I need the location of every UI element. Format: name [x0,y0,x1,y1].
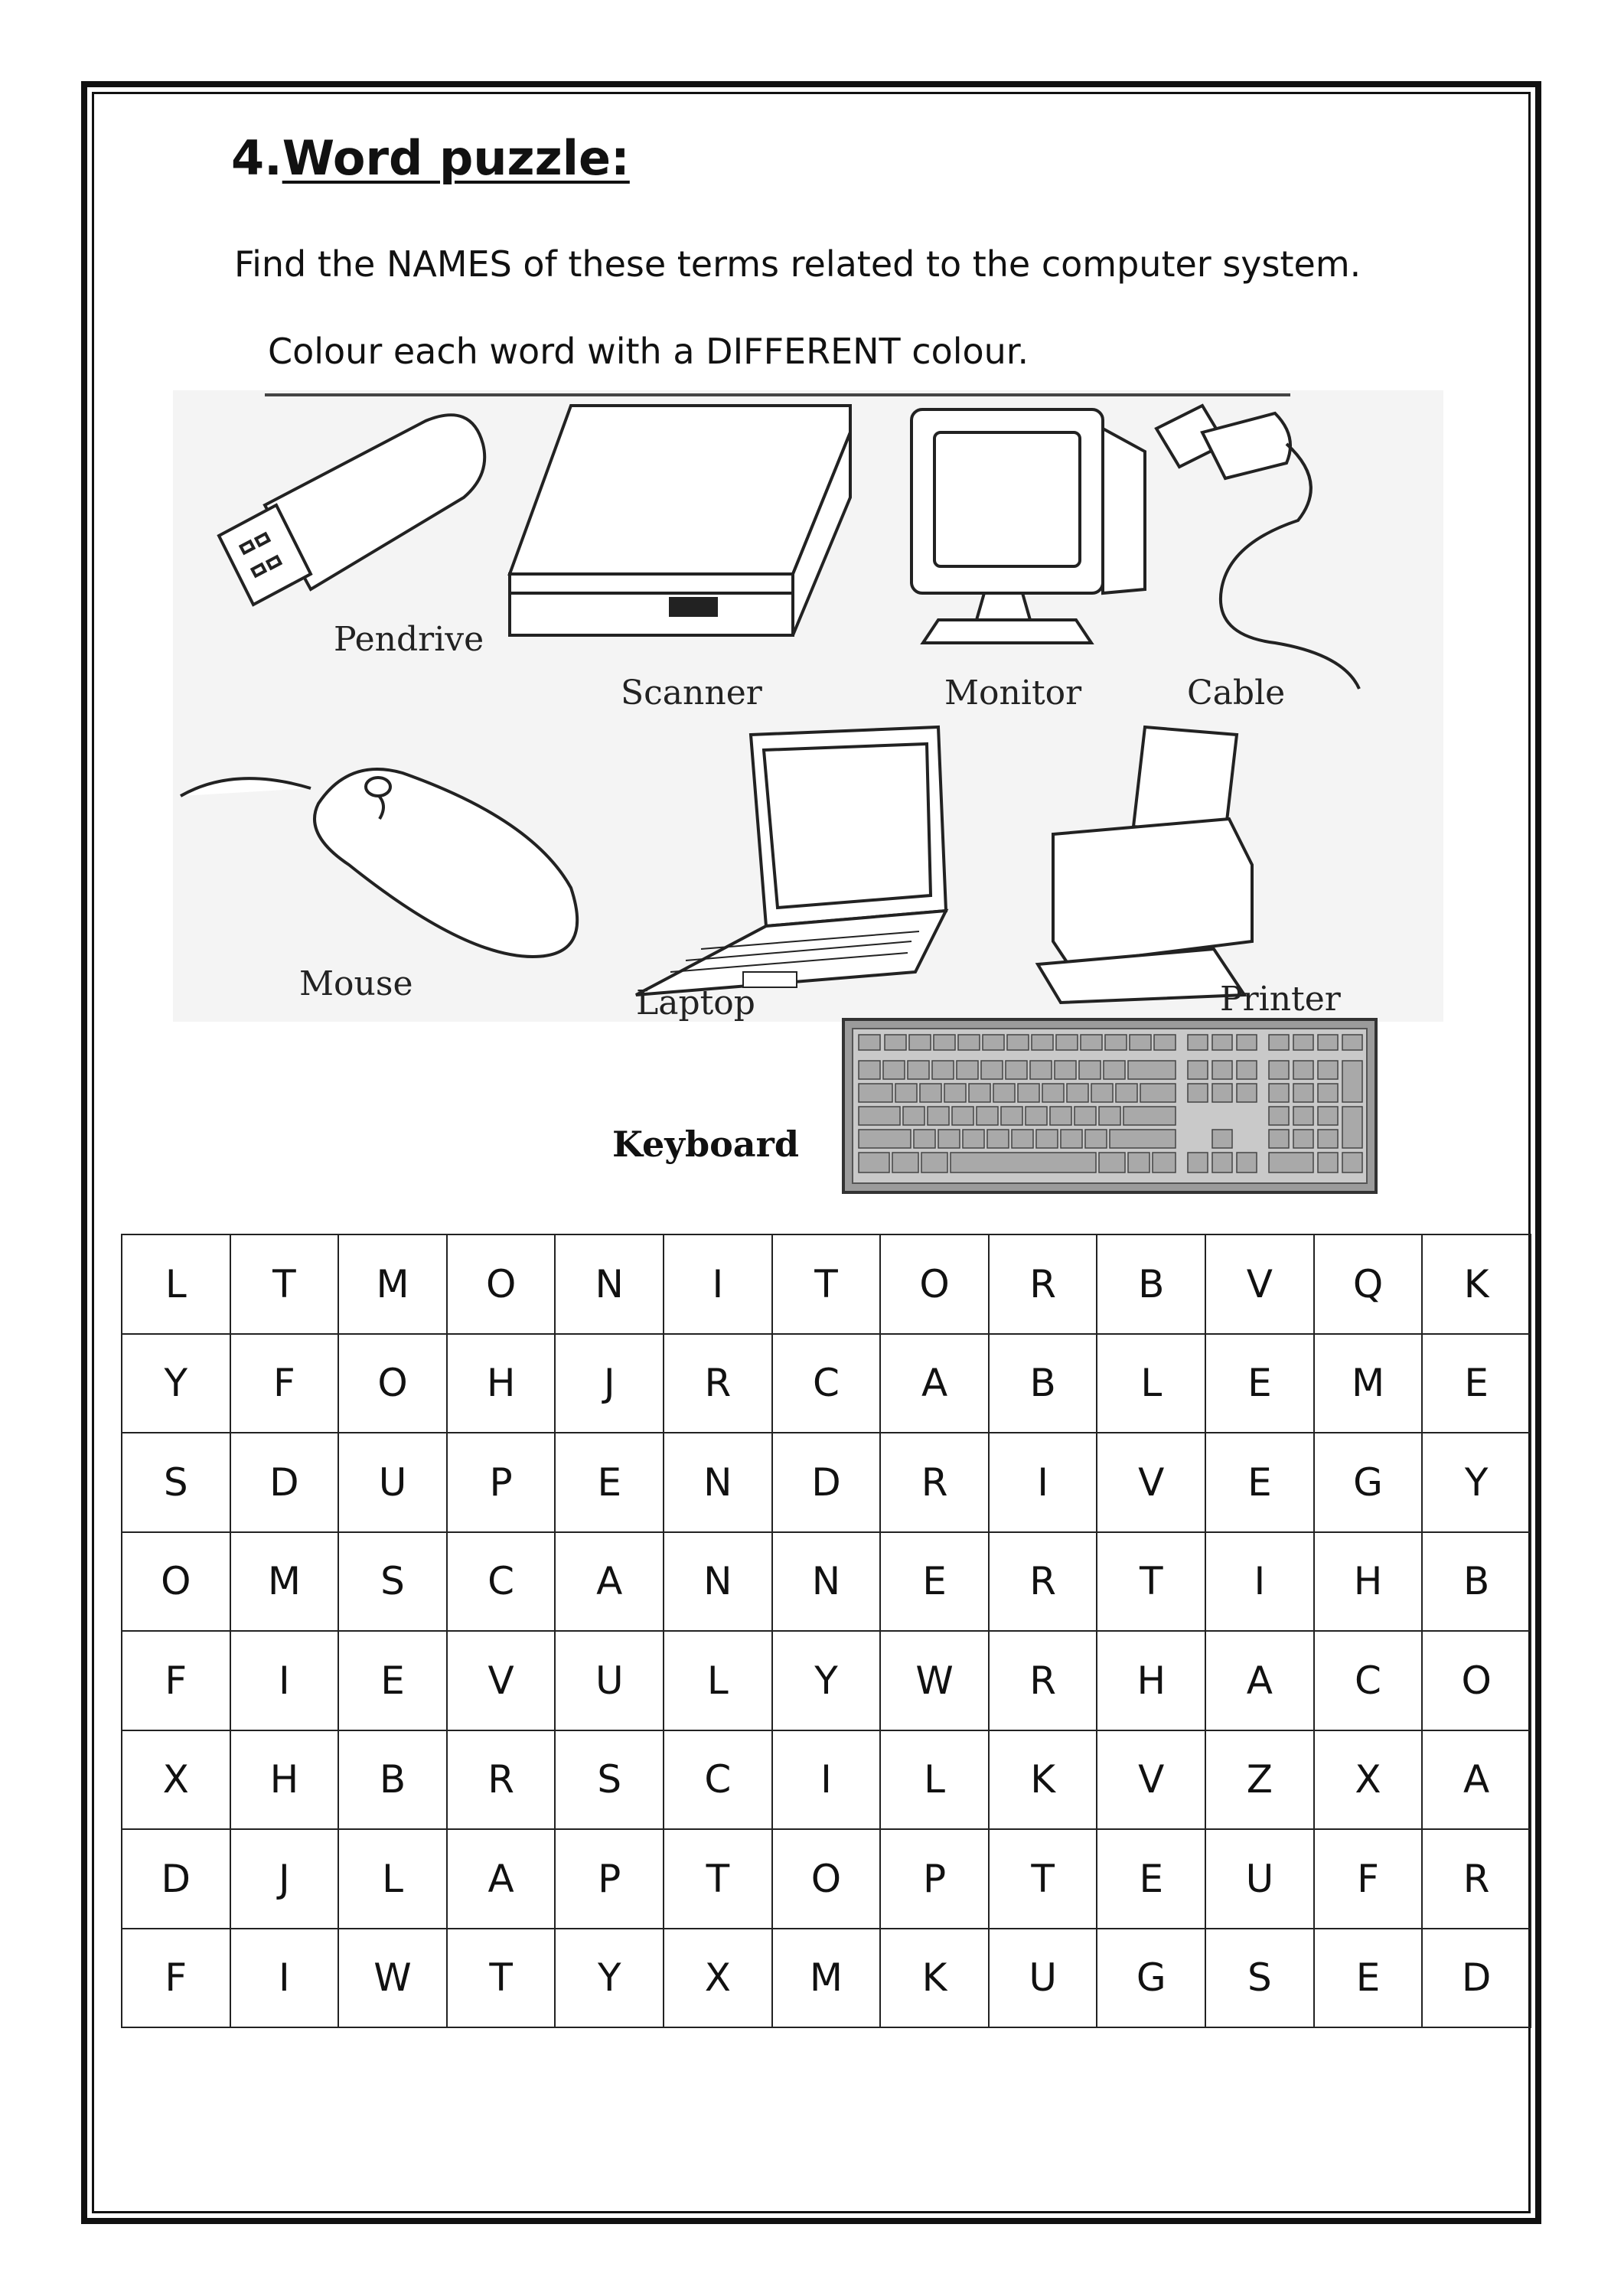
grid-cell[interactable]: E [1314,1929,1423,2028]
grid-cell[interactable]: N [772,1532,881,1632]
grid-cell[interactable]: O [772,1829,881,1929]
grid-cell[interactable]: Y [1422,1433,1531,1532]
grid-cell[interactable]: M [230,1532,339,1632]
grid-cell[interactable]: I [1205,1532,1314,1632]
grid-cell[interactable]: J [555,1334,664,1433]
grid-cell[interactable]: S [338,1532,447,1632]
grid-cell[interactable]: V [1205,1234,1314,1334]
grid-row [122,1929,1531,2028]
word-search-grid [121,1234,1531,2028]
grid-cell[interactable]: M [338,1234,447,1334]
grid-cell[interactable]: L [664,1631,772,1730]
grid-cell[interactable]: O [880,1234,989,1334]
grid-cell[interactable]: A [880,1334,989,1433]
grid-cell[interactable]: D [122,1829,230,1929]
grid-row [122,1334,1531,1433]
grid-cell[interactable]: C [447,1532,556,1632]
grid-cell[interactable]: B [989,1334,1097,1433]
grid-cell[interactable]: P [880,1829,989,1929]
grid-row [122,1234,1531,1334]
section-heading [231,130,630,186]
grid-cell[interactable]: T [989,1829,1097,1929]
grid-cell[interactable]: G [1314,1433,1423,1532]
keyboard-icon [842,1018,1378,1194]
grid-cell[interactable]: A [1205,1631,1314,1730]
grid-cell[interactable]: E [1205,1334,1314,1433]
grid-cell[interactable]: P [555,1829,664,1929]
grid-cell[interactable]: U [555,1631,664,1730]
grid-cell[interactable]: D [230,1433,339,1532]
grid-row [122,1829,1531,1929]
scanner-label: Scanner [621,673,762,713]
grid-cell[interactable]: F [230,1334,339,1433]
grid-cell[interactable]: F [1314,1829,1423,1929]
grid-cell[interactable]: H [1314,1532,1423,1632]
grid-cell[interactable]: T [772,1234,881,1334]
grid-cell[interactable]: J [230,1829,339,1929]
grid-cell[interactable]: M [772,1929,881,2028]
heading-title: Word puzzle: [282,130,630,186]
grid-cell[interactable]: N [555,1234,664,1334]
grid-cell[interactable]: A [1422,1730,1531,1830]
grid-cell[interactable]: G [1097,1929,1205,2028]
grid-cell[interactable]: O [122,1532,230,1632]
grid-cell[interactable]: E [555,1433,664,1532]
grid-cell[interactable]: R [447,1730,556,1830]
grid-cell[interactable]: U [338,1433,447,1532]
grid-row [122,1532,1531,1632]
grid-row [122,1433,1531,1532]
printer-label: Printer [1220,980,1341,1019]
grid-cell[interactable]: D [1422,1929,1531,2028]
grid-cell[interactable]: C [772,1334,881,1433]
grid-cell[interactable]: I [772,1730,881,1830]
grid-cell[interactable]: I [230,1631,339,1730]
instruction-line-1: Find the NAMES of these terms related to the computer system. [234,243,1361,285]
grid-cell[interactable]: T [1097,1532,1205,1632]
monitor-label: Monitor [944,673,1082,713]
grid-cell[interactable]: U [989,1929,1097,2028]
grid-cell[interactable]: E [880,1532,989,1632]
grid-cell[interactable]: P [447,1433,556,1532]
pendrive-label: Pendrive [334,620,484,659]
grid-cell[interactable]: A [555,1532,664,1632]
grid-cell[interactable]: S [122,1433,230,1532]
mouse-label: Mouse [299,964,413,1003]
heading-number: 4. [231,130,282,186]
grid-cell[interactable]: E [338,1631,447,1730]
grid-cell[interactable]: R [989,1532,1097,1632]
grid-cell[interactable]: D [772,1433,881,1532]
grid-cell[interactable]: N [664,1433,772,1532]
scanner-icon [510,406,850,635]
grid-cell[interactable]: S [555,1730,664,1830]
grid-cell[interactable]: W [880,1631,989,1730]
grid-cell[interactable]: R [880,1433,989,1532]
grid-cell[interactable]: K [1422,1234,1531,1334]
grid-cell[interactable]: U [1205,1829,1314,1929]
devices-illustration [173,390,1443,1022]
keyboard-label: Keyboard [612,1124,800,1165]
grid-cell[interactable]: Q [1314,1234,1423,1334]
grid-cell[interactable]: S [1205,1929,1314,2028]
grid-cell[interactable]: F [122,1631,230,1730]
grid-cell[interactable]: R [1422,1829,1531,1929]
grid-cell[interactable]: H [230,1730,339,1830]
grid-cell[interactable]: W [338,1929,447,2028]
grid-cell[interactable]: T [230,1234,339,1334]
grid-cell[interactable]: B [338,1730,447,1830]
grid-cell[interactable]: L [338,1829,447,1929]
grid-cell[interactable]: K [989,1730,1097,1830]
grid-cell[interactable]: L [1097,1334,1205,1433]
grid-cell[interactable]: H [1097,1631,1205,1730]
grid-cell[interactable]: I [664,1234,772,1334]
grid-cell[interactable]: C [1314,1631,1423,1730]
grid-cell[interactable]: E [1205,1433,1314,1532]
grid-cell[interactable]: K [880,1929,989,2028]
grid-cell[interactable]: Y [555,1929,664,2028]
grid-cell[interactable]: A [447,1829,556,1929]
grid-cell[interactable]: E [1097,1829,1205,1929]
grid-row [122,1631,1531,1730]
grid-cell[interactable]: I [230,1929,339,2028]
grid-cell[interactable]: M [1314,1334,1423,1433]
grid-cell[interactable]: T [664,1829,772,1929]
grid-cell[interactable]: C [664,1730,772,1830]
grid-cell[interactable]: O [447,1234,556,1334]
grid-cell[interactable]: E [1422,1334,1531,1433]
grid-cell[interactable]: N [664,1532,772,1632]
grid-cell[interactable]: B [1422,1532,1531,1632]
grid-cell[interactable]: X [664,1929,772,2028]
grid-cell[interactable]: V [1097,1730,1205,1830]
grid-cell[interactable]: L [880,1730,989,1830]
grid-cell[interactable]: V [1097,1433,1205,1532]
grid-cell[interactable]: I [989,1433,1097,1532]
grid-cell[interactable]: T [447,1929,556,2028]
grid-cell[interactable]: Y [122,1334,230,1433]
grid-cell[interactable]: H [447,1334,556,1433]
grid-cell[interactable]: X [1314,1730,1423,1830]
grid-cell[interactable]: L [122,1234,230,1334]
grid-cell[interactable]: R [989,1631,1097,1730]
instruction-line-2: Colour each word with a DIFFERENT colour. [268,331,1029,372]
grid-cell[interactable]: Z [1205,1730,1314,1830]
grid-cell[interactable]: Y [772,1631,881,1730]
grid-cell[interactable]: O [338,1334,447,1433]
grid-row [122,1730,1531,1830]
cable-label: Cable [1187,673,1286,713]
laptop-label: Laptop [636,983,755,1022]
grid-cell[interactable]: O [1422,1631,1531,1730]
grid-cell[interactable]: V [447,1631,556,1730]
grid-cell[interactable]: R [989,1234,1097,1334]
grid-cell[interactable]: B [1097,1234,1205,1334]
grid-cell[interactable]: X [122,1730,230,1830]
grid-cell[interactable]: F [122,1929,230,2028]
grid-cell[interactable]: R [664,1334,772,1433]
